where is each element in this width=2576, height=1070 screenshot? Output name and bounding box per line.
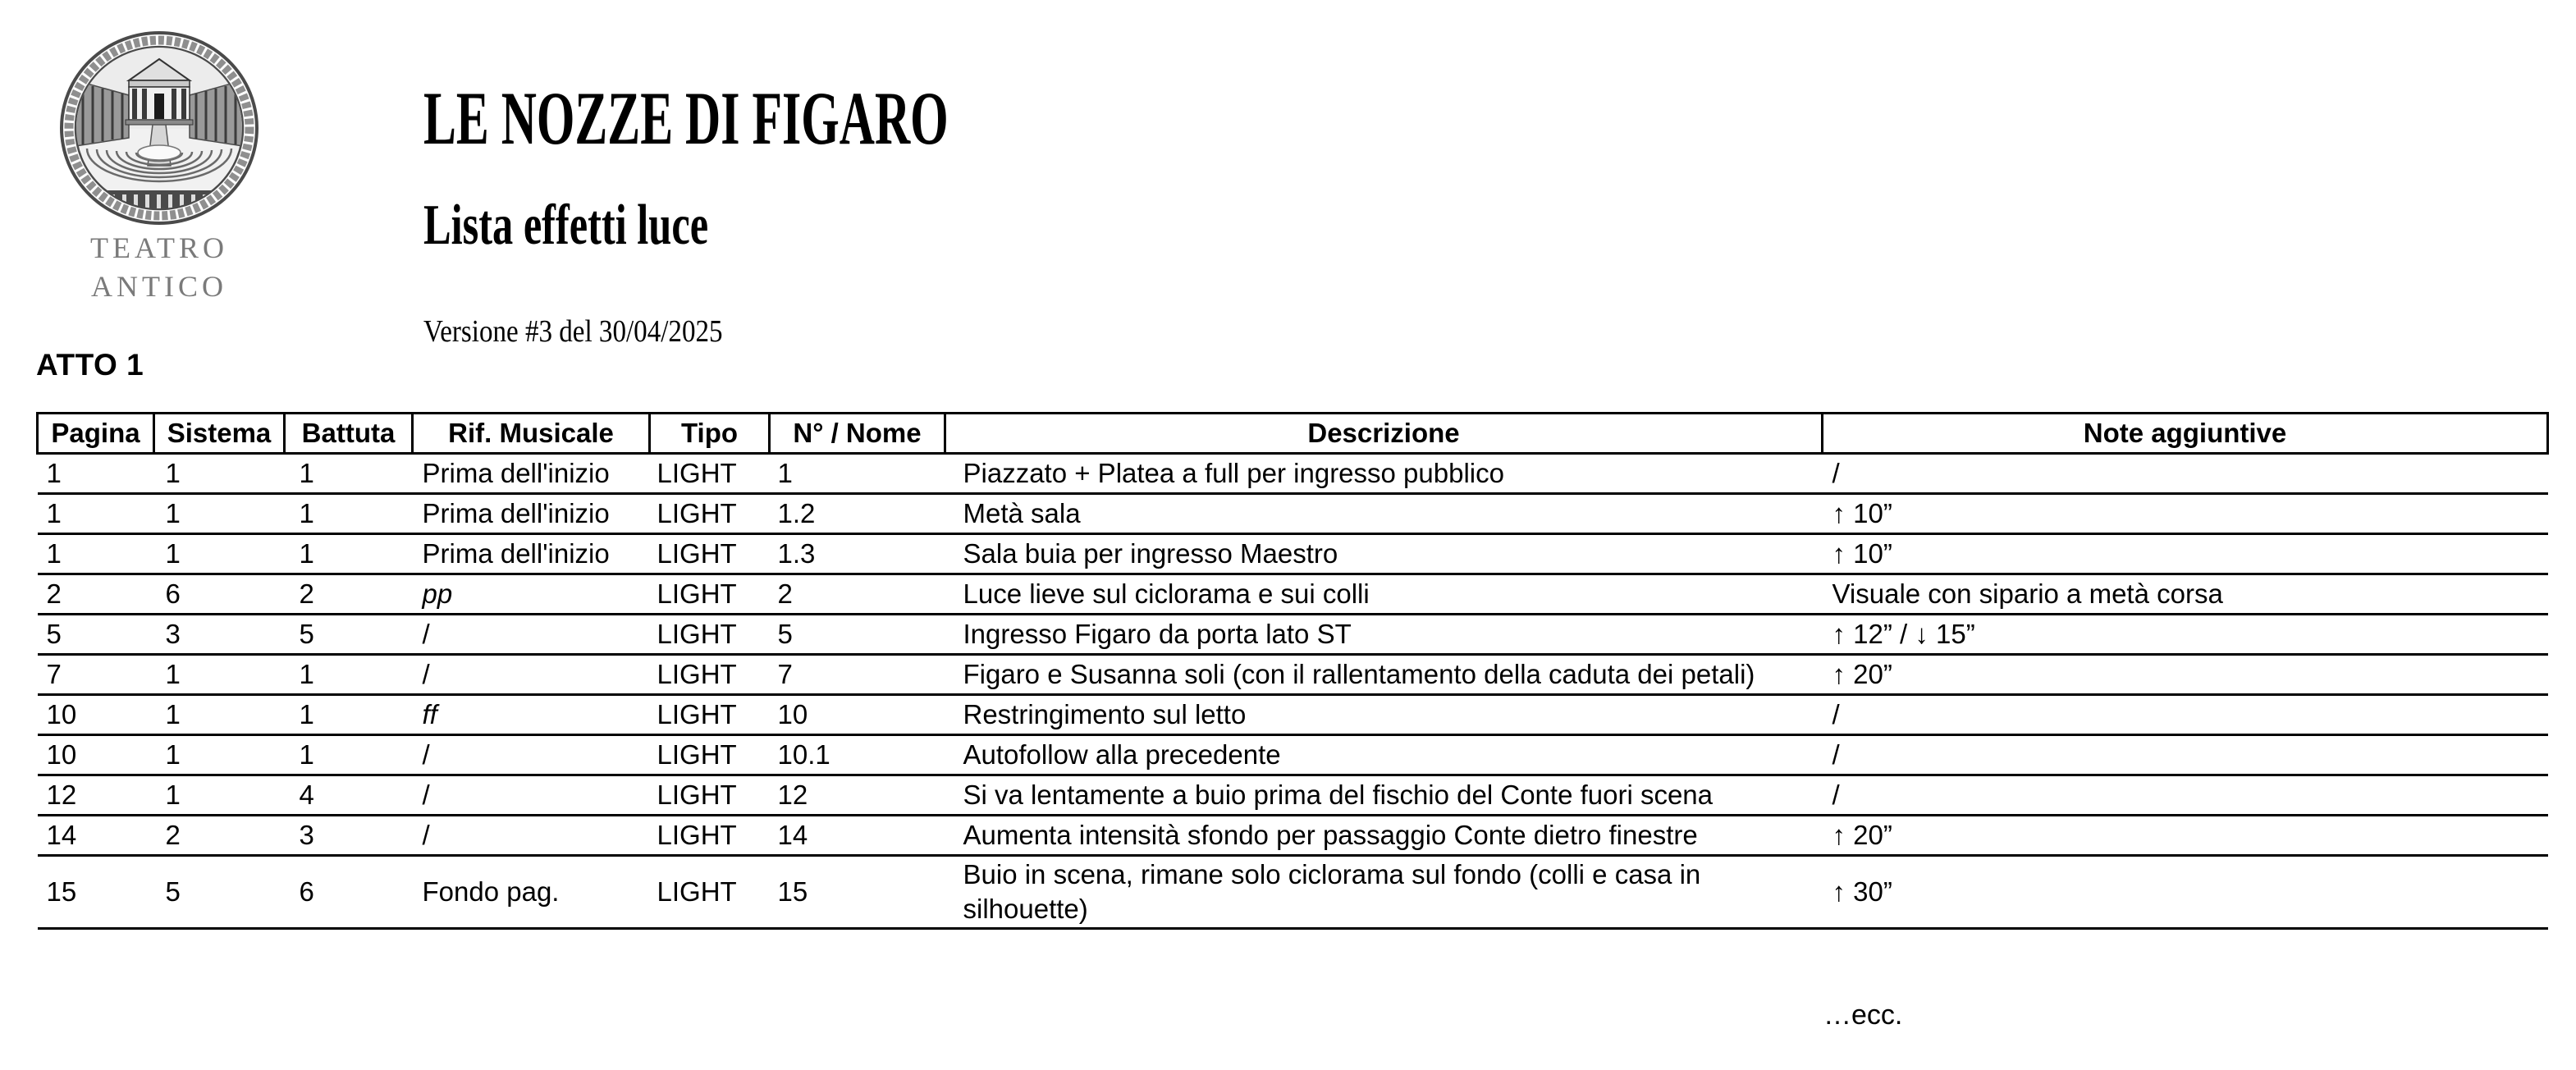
cell-pagina: 10	[38, 735, 154, 775]
cell-descrizione: Aumenta intensità sfondo per passaggio Conte dietro finestre	[945, 816, 1823, 856]
cell-note: ↑ 12” / ↓ 15”	[1823, 615, 2548, 655]
cell-numero-nome: 12	[770, 775, 945, 816]
cell-descrizione: Sala buia per ingresso Maestro	[945, 534, 1823, 574]
table-row	[38, 816, 2548, 856]
cell-descrizione: Restringimento sul letto	[945, 695, 1823, 735]
cell-battuta: 1	[285, 534, 413, 574]
cell-note: /	[1823, 775, 2548, 816]
column-header-rif-musicale: Rif. Musicale	[413, 414, 650, 454]
column-header-battuta: Battuta	[285, 414, 413, 454]
logo-caption-line1: TEATRO	[90, 231, 228, 264]
cell-tipo: LIGHT	[650, 816, 770, 856]
cell-note: ↑ 20”	[1823, 816, 2548, 856]
document-subtitle: Lista effetti luce	[423, 194, 709, 257]
cell-pagina: 15	[38, 856, 154, 929]
cell-descrizione: Autofollow alla precedente	[945, 735, 1823, 775]
cell-rif-musicale: /	[413, 655, 650, 695]
table-row	[38, 775, 2548, 816]
cell-pagina: 1	[38, 534, 154, 574]
cell-tipo: LIGHT	[650, 856, 770, 929]
cell-numero-nome: 14	[770, 816, 945, 856]
cell-note: /	[1823, 454, 2548, 494]
cell-numero-nome: 15	[770, 856, 945, 929]
cell-descrizione: Si va lentamente a buio prima del fischio del Conte fuori scena	[945, 775, 1823, 816]
table-row	[38, 574, 2548, 615]
column-header-tipo: Tipo	[650, 414, 770, 454]
cell-sistema: 1	[154, 735, 285, 775]
cell-sistema: 5	[154, 856, 285, 929]
cell-pagina: 1	[38, 454, 154, 494]
cell-note: ↑ 10”	[1823, 494, 2548, 534]
cell-battuta: 2	[285, 574, 413, 615]
cell-tipo: LIGHT	[650, 775, 770, 816]
effects-table	[36, 412, 2549, 930]
etcetera-note: …ecc.	[1823, 999, 1903, 1031]
cell-sistema: 6	[154, 574, 285, 615]
table-row	[38, 615, 2548, 655]
cell-rif-musicale: /	[413, 615, 650, 655]
column-header-sistema: Sistema	[154, 414, 285, 454]
cell-numero-nome: 1.3	[770, 534, 945, 574]
cell-sistema: 1	[154, 655, 285, 695]
cell-rif-musicale: Fondo pag.	[413, 856, 650, 929]
effects-table-body	[38, 454, 2548, 929]
cell-tipo: LIGHT	[650, 735, 770, 775]
column-header-numero-nome: N° / Nome	[770, 414, 945, 454]
cell-tipo: LIGHT	[650, 615, 770, 655]
cell-sistema: 1	[154, 494, 285, 534]
cell-rif-musicale: ff	[413, 695, 650, 735]
cell-numero-nome: 7	[770, 655, 945, 695]
cell-numero-nome: 10.1	[770, 735, 945, 775]
cell-pagina: 7	[38, 655, 154, 695]
cell-tipo: LIGHT	[650, 574, 770, 615]
cell-note: ↑ 10”	[1823, 534, 2548, 574]
cell-descrizione: Luce lieve sul ciclorama e sui colli	[945, 574, 1823, 615]
document-version: Versione #3 del 30/04/2025	[423, 314, 723, 349]
table-row	[38, 534, 2548, 574]
cell-pagina: 5	[38, 615, 154, 655]
cell-sistema: 1	[154, 534, 285, 574]
table-row	[38, 735, 2548, 775]
cell-pagina: 10	[38, 695, 154, 735]
cell-numero-nome: 2	[770, 574, 945, 615]
cell-note: /	[1823, 695, 2548, 735]
table-row	[38, 695, 2548, 735]
cell-battuta: 1	[285, 454, 413, 494]
cell-rif-musicale: pp	[413, 574, 650, 615]
cell-tipo: LIGHT	[650, 534, 770, 574]
cell-numero-nome: 1	[770, 454, 945, 494]
cell-tipo: LIGHT	[650, 655, 770, 695]
cell-battuta: 1	[285, 735, 413, 775]
cell-battuta: 4	[285, 775, 413, 816]
cell-battuta: 1	[285, 655, 413, 695]
logo-caption	[36, 229, 282, 306]
cell-tipo: LIGHT	[650, 454, 770, 494]
table-row	[38, 655, 2548, 695]
column-header-descrizione: Descrizione	[945, 414, 1823, 454]
header-row	[38, 414, 2548, 454]
cell-descrizione: Ingresso Figaro da porta lato ST	[945, 615, 1823, 655]
logo-caption-line2: ANTICO	[91, 270, 227, 303]
cell-sistema: 1	[154, 454, 285, 494]
cell-numero-nome: 1.2	[770, 494, 945, 534]
cell-sistema: 1	[154, 775, 285, 816]
cell-pagina: 2	[38, 574, 154, 615]
document-title: LE NOZZE DI FIGARO	[423, 76, 949, 160]
cell-pagina: 14	[38, 816, 154, 856]
cell-numero-nome: 10	[770, 695, 945, 735]
column-header-pagina: Pagina	[38, 414, 154, 454]
cell-sistema: 3	[154, 615, 285, 655]
cell-note: Visuale con sipario a metà corsa	[1823, 574, 2548, 615]
cell-battuta: 1	[285, 494, 413, 534]
cell-descrizione: Metà sala	[945, 494, 1823, 534]
cell-tipo: LIGHT	[650, 695, 770, 735]
cell-descrizione: Figaro e Susanna soli (con il rallentamento della caduta dei petali)	[945, 655, 1823, 695]
cell-rif-musicale: /	[413, 735, 650, 775]
cell-rif-musicale: /	[413, 816, 650, 856]
table-row	[38, 856, 2548, 929]
cell-rif-musicale: Prima dell'inizio	[413, 534, 650, 574]
cell-sistema: 2	[154, 816, 285, 856]
cell-pagina: 1	[38, 494, 154, 534]
cell-note: /	[1823, 735, 2548, 775]
cell-descrizione: Piazzato + Platea a full per ingresso pubblico	[945, 454, 1823, 494]
effects-table-header	[38, 414, 2548, 454]
table-row	[38, 454, 2548, 494]
cell-note: ↑ 30”	[1823, 856, 2548, 929]
teatro-antico-logo	[58, 30, 260, 226]
cell-numero-nome: 5	[770, 615, 945, 655]
cell-pagina: 12	[38, 775, 154, 816]
cell-battuta: 1	[285, 695, 413, 735]
cell-descrizione: Buio in scena, rimane solo ciclorama sul fondo (colli e casa in silhouette)	[945, 856, 1823, 929]
cell-battuta: 5	[285, 615, 413, 655]
cell-sistema: 1	[154, 695, 285, 735]
cell-rif-musicale: /	[413, 775, 650, 816]
cell-rif-musicale: Prima dell'inizio	[413, 494, 650, 534]
column-header-note: Note aggiuntive	[1823, 414, 2548, 454]
cell-battuta: 3	[285, 816, 413, 856]
cell-battuta: 6	[285, 856, 413, 929]
cell-rif-musicale: Prima dell'inizio	[413, 454, 650, 494]
act-heading: ATTO 1	[36, 348, 144, 382]
table-row	[38, 494, 2548, 534]
cell-note: ↑ 20”	[1823, 655, 2548, 695]
cell-tipo: LIGHT	[650, 494, 770, 534]
